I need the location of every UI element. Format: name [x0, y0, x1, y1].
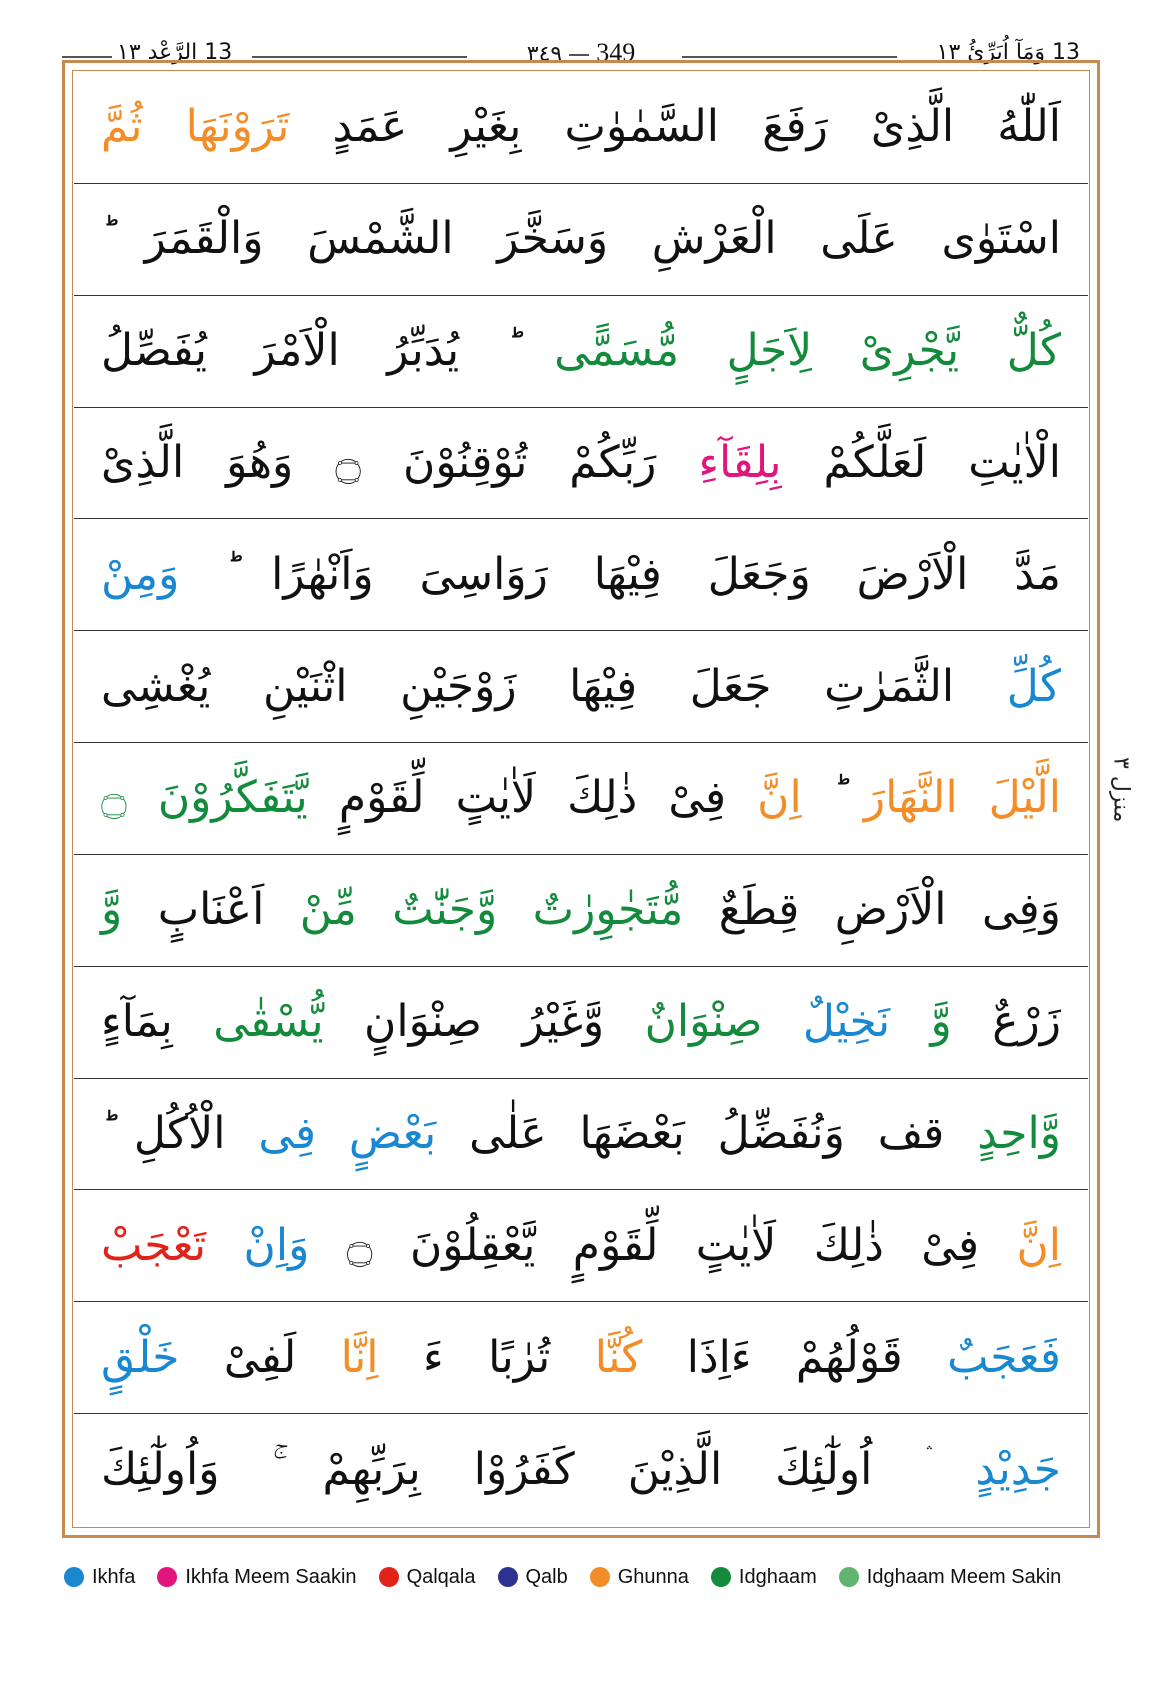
arabic-word: لَفِیْ: [223, 1331, 297, 1383]
legend-label: Ikhfa: [92, 1565, 136, 1588]
arabic-line-text: [101, 101, 1061, 153]
text-line: [74, 519, 1088, 631]
text-line: [74, 743, 1088, 855]
arabic-line-text: [101, 436, 1061, 488]
legend-item: [379, 1566, 476, 1589]
tajweed-word-ghunna: الَّیْلَ النَّهَارَ: [863, 772, 1061, 824]
tajweed-word-idghaam: مِّنْ: [299, 884, 357, 936]
arabic-word: وَّغَیْرُ صِنْوَانٍ: [364, 996, 605, 1048]
tajweed-word-qalqala: تَعْجَبْ: [101, 1219, 207, 1271]
legend-item: [711, 1566, 817, 1589]
tajweed-word-idghaam: مُّتَجٰوِرٰتٌ: [532, 884, 684, 936]
tajweed-word-ghunna: اِنَّ: [757, 772, 802, 824]
arabic-line-text: [101, 772, 1061, 824]
arabic-word: الْاُكُلِ ؕ: [101, 1108, 226, 1160]
arabic-line-text: [101, 213, 1061, 265]
text-line: [74, 631, 1088, 743]
arabic-word: ۛ اُولٰٓئِكَ الَّذِیْنَ كَفَرُوْا بِرَبِّهِمْ ۚ وَاُولٰٓئِكَ: [101, 1444, 926, 1496]
arabic-word: اَللّٰهُ الَّذِیْ رَفَعَ السَّمٰوٰتِ بِغَیْرِ عَمَدٍ: [332, 101, 1061, 153]
manzil-marker: [1100, 730, 1142, 850]
arabic-word: بِمَآءٍ: [101, 996, 173, 1048]
arabic-word: قف وَنُفَضِّلُ بَعْضَهَا عَلٰی: [469, 1108, 945, 1160]
arabic-line-text: [101, 996, 1061, 1048]
tajweed-word-ghunna: تَرَوْنَهَا: [185, 101, 290, 153]
tajweed-word-idghaam: كُلٌّ: [1006, 325, 1061, 377]
page-number-latin: 349: [596, 38, 636, 67]
tajweed-word-ikhfa: وَاِنْ: [243, 1219, 310, 1271]
text-line: [74, 1190, 1088, 1302]
legend-label: Qalb: [525, 1565, 568, 1588]
page-number-arabic: ٣٤٩: [526, 42, 563, 67]
tajweed-word-ikhfa: فَعَجَبٌ: [947, 1331, 1061, 1383]
legend-color-dot: [157, 1567, 177, 1587]
legend-item: [64, 1566, 135, 1589]
arabic-word: اسْتَوٰی عَلَی الْعَرْشِ وَسَخَّرَ الشَّمْسَ وَالْقَمَرَ ؕ: [101, 213, 1061, 265]
text-line: [74, 408, 1088, 520]
tajweed-word-ghunna: اِنَّ: [1016, 1219, 1061, 1271]
text-line: [74, 296, 1088, 408]
text-line: [74, 184, 1088, 296]
tajweed-word-ghunna: كُنَّا: [594, 1331, 643, 1383]
legend-color-dot: [590, 1567, 610, 1587]
tajweed-legend: [64, 1562, 1124, 1592]
legend-label: Ghunna: [617, 1565, 689, 1588]
legend-label: Qalqala: [406, 1565, 476, 1588]
tajweed-word-idghaam: یَّجْرِیْ لِاَجَلٍ: [726, 325, 960, 377]
legend-label: Idghaam Meem Sakin: [866, 1565, 1062, 1588]
tajweed-word-ikhfa: نَخِیْلٌ: [802, 996, 891, 1048]
arabic-word: تُرٰبًا ءَ: [422, 1331, 551, 1383]
text-line: [74, 72, 1088, 184]
text-line: [74, 855, 1088, 967]
tajweed-word-meem: بِلِقَآءِ: [698, 436, 782, 488]
legend-label: Ikhfa Meem Saakin: [185, 1565, 357, 1588]
header-rule: [682, 56, 897, 58]
manzil-label: منزل ٣: [1108, 757, 1134, 823]
arabic-line-text: [101, 1108, 1061, 1160]
arabic-line-text: [101, 884, 1061, 936]
tajweed-word-ikhfa: وَمِنْ: [101, 548, 180, 600]
surah-name-left: 13 الرَّعْد ١٣: [117, 40, 233, 65]
arabic-word: قَوْلُهُمْ ءَاِذَا: [686, 1331, 903, 1383]
legend-label: Idghaam: [738, 1565, 817, 1588]
arabic-word: الْاٰیٰتِ لَعَلَّكُمْ: [823, 436, 1061, 488]
text-line: [74, 1302, 1088, 1414]
text-line: [74, 1414, 1088, 1526]
arabic-line-text: [101, 325, 1061, 377]
tajweed-word-ghunna: ثُمَّ: [101, 101, 143, 153]
arabic-word: الثَّمَرٰتِ جَعَلَ فِیْهَا زَوْجَیْنِ اثْنَیْنِ یُغْشِی: [101, 660, 955, 712]
arabic-word: رَبِّكُمْ تُوْقِنُوْنَ ۝ وَهُوَ الَّذِیْ: [101, 436, 657, 488]
arabic-word: اَعْنَابٍ: [157, 884, 265, 936]
arabic-word: فِیْ ذٰلِكَ لَاٰیٰتٍ لِّقَوْمٍ یَّعْقِلُوْنَ ۝: [346, 1219, 979, 1271]
legend-item: [590, 1566, 689, 1589]
arabic-word: مَدَّ الْاَرْضَ وَجَعَلَ فِیْهَا رَوَاسِیَ وَاَنْهٰرًا ؕ: [225, 548, 1061, 600]
tajweed-word-ikhfa: خَلْقٍ: [101, 1331, 180, 1383]
legend-item: [839, 1566, 1062, 1589]
legend-color-dot: [64, 1567, 84, 1587]
legend-color-dot: [711, 1567, 731, 1587]
arabic-line-text: [101, 1219, 1061, 1271]
tajweed-word-ikhfa: كُلِّ: [1006, 660, 1061, 712]
legend-item: [157, 1566, 356, 1589]
legend-color-dot: [379, 1567, 399, 1587]
legend-color-dot: [839, 1567, 859, 1587]
tajweed-word-ikhfa: جَدِیْدٍ: [975, 1444, 1061, 1496]
tajweed-word-idghaam: وَّ: [930, 996, 952, 1048]
tajweed-word-idghaam: وَّاحِدٍ: [977, 1108, 1061, 1160]
legend-color-dot: [498, 1567, 518, 1587]
arabic-line-text: [101, 1444, 1061, 1496]
text-line: [74, 967, 1088, 1079]
arabic-word: ؕ یُدَبِّرُ الْاَمْرَ یُفَصِّلُ: [101, 325, 507, 377]
tajweed-word-ghunna: اِنَّا: [340, 1331, 379, 1383]
tajweed-word-idghaam: یُّسْقٰی: [213, 996, 324, 1048]
para-name-right: 13 وَمَآ اُبَرِّئُ ١٣: [936, 40, 1080, 65]
tajweed-word-idghaam: صِنْوَانٌ: [644, 996, 763, 1048]
arabic-line-text: [101, 548, 1061, 600]
arabic-word: وَفِی الْاَرْضِ قِطَعٌ: [718, 884, 1061, 936]
legend-item: [498, 1566, 568, 1589]
text-line: [74, 1079, 1088, 1191]
arabic-word: زَرْعٌ: [992, 996, 1061, 1048]
quran-text-block: [74, 72, 1088, 1526]
arabic-line-text: [101, 660, 1061, 712]
tajweed-word-idghaam: وَّ: [101, 884, 123, 936]
tajweed-word-ikhfa: بَعْضٍ فِی: [258, 1108, 437, 1160]
tajweed-word-idghaam: یَّتَفَكَّرُوْنَ ۝: [101, 772, 308, 824]
arabic-word: فِیْ ذٰلِكَ لَاٰیٰتٍ لِّقَوْمٍ: [338, 772, 727, 824]
tajweed-word-idghaam: وَّجَنّٰتٌ: [392, 884, 498, 936]
tajweed-word-idghaam: مُّسَمًّی: [554, 325, 680, 377]
arabic-line-text: [101, 1331, 1061, 1383]
